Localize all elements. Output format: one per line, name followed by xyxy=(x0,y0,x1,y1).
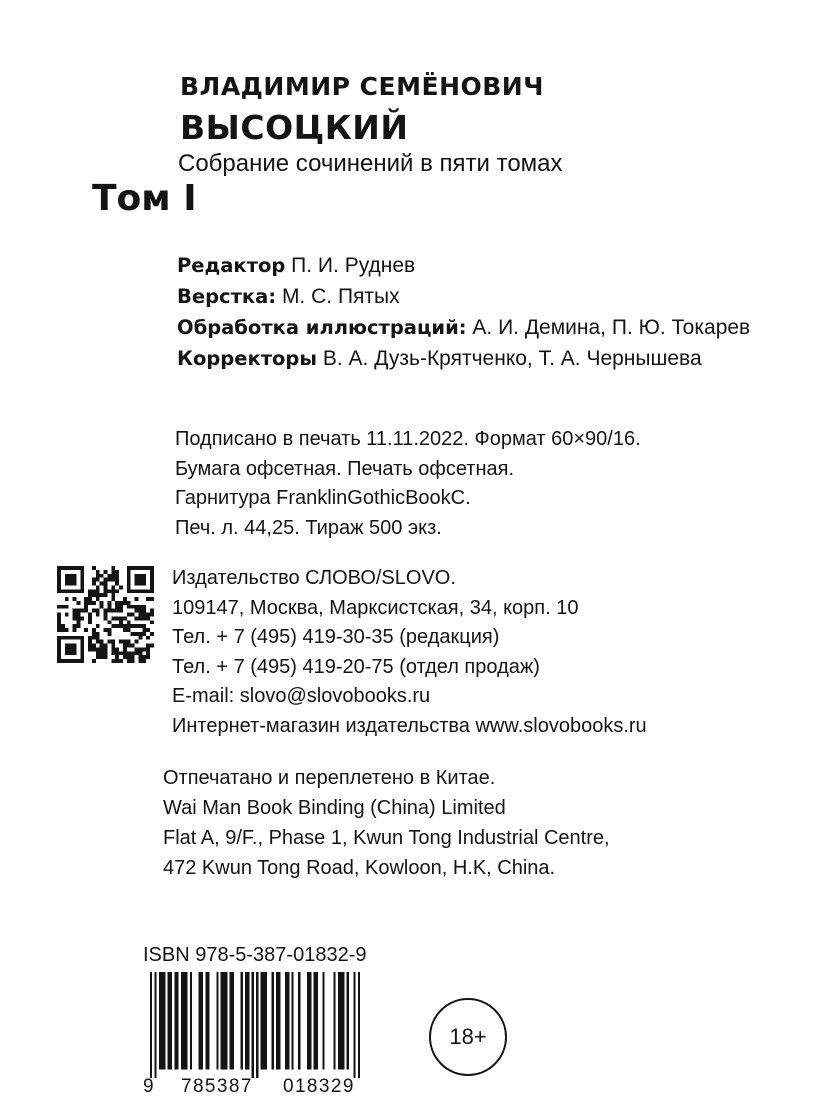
publisher-phone-editorial: Тел. + 7 (495) 419-30-35 (редакция) xyxy=(172,626,500,648)
age-rating-badge xyxy=(429,998,507,1076)
publisher-address: 109147, Москва, Марксистская, 34, корп. 10 xyxy=(172,596,579,619)
print-info-line: Гарнитура FranklinGothicBookC. xyxy=(175,487,471,509)
credits-block xyxy=(177,250,750,374)
author-surname: ВЫСОЦКИЙ xyxy=(180,108,409,147)
credit-names: А. И. Демина, П. Ю. Токарев xyxy=(466,316,751,339)
printer-line: Flat A, 9/F., Phase 1, Kwun Tong Industrial Centre, xyxy=(163,827,610,849)
barcode-digits-left: 785387 xyxy=(181,1076,253,1097)
barcode-digits-right: 018329 xyxy=(283,1076,355,1097)
volume-title: Том I xyxy=(92,178,197,219)
publisher-block xyxy=(172,564,647,741)
credit-role: Редактор xyxy=(177,254,286,277)
barcode-digits xyxy=(143,1076,363,1100)
printer-block xyxy=(163,763,610,883)
credit-names: В. А. Дузь-Крятченко, Т. А. Чернышева xyxy=(317,347,702,370)
barcode-icon xyxy=(150,972,360,1078)
print-info-block xyxy=(175,425,641,543)
author-first-name: ВЛАДИМИР СЕМЁНОВИЧ xyxy=(180,72,544,101)
credit-illustrations xyxy=(177,312,750,343)
print-info-line: Подписано в печать 11.11.2022. Формат 60×90/16. xyxy=(175,428,641,450)
printer-line: 472 Kwun Tong Road, Kowloon, H.K, China. xyxy=(163,857,556,879)
publisher-email: E-mail: slovo@slovobooks.ru xyxy=(172,685,431,707)
credit-role: Корректоры xyxy=(177,347,318,370)
qr-code-icon xyxy=(57,566,154,663)
credit-names: П. И. Руднев xyxy=(285,254,416,277)
publisher-name: Издательство СЛОВО/SLOVO. xyxy=(172,567,456,589)
collection-title: Собрание сочинений в пяти томах xyxy=(178,150,563,177)
print-info-line: Бумага офсетная. Печать офсетная. xyxy=(175,457,515,480)
barcode-digit-first: 9 xyxy=(143,1076,155,1097)
isbn-number: ISBN 978-5-387-01832-9 xyxy=(143,944,367,966)
credit-names: М. С. Пятых xyxy=(276,285,400,308)
publisher-webshop: Интернет-магазин издательства www.slovobooks.ru xyxy=(172,714,647,737)
print-info-line: Печ. л. 44,25. Тираж 500 экз. xyxy=(175,516,442,539)
credit-editor xyxy=(177,250,750,281)
age-rating-text: 18+ xyxy=(449,1024,487,1049)
publisher-phone-sales: Тел. + 7 (495) 419-20-75 (отдел продаж) xyxy=(172,655,540,678)
credit-layout xyxy=(177,281,750,312)
credit-role: Верстка: xyxy=(177,285,277,308)
printer-line: Wai Man Book Binding (China) Limited xyxy=(163,797,506,819)
printer-line: Отпечатано и переплетено в Китае. xyxy=(163,767,496,789)
credit-role: Обработка иллюстраций: xyxy=(177,316,467,339)
credit-proofreaders xyxy=(177,343,750,374)
